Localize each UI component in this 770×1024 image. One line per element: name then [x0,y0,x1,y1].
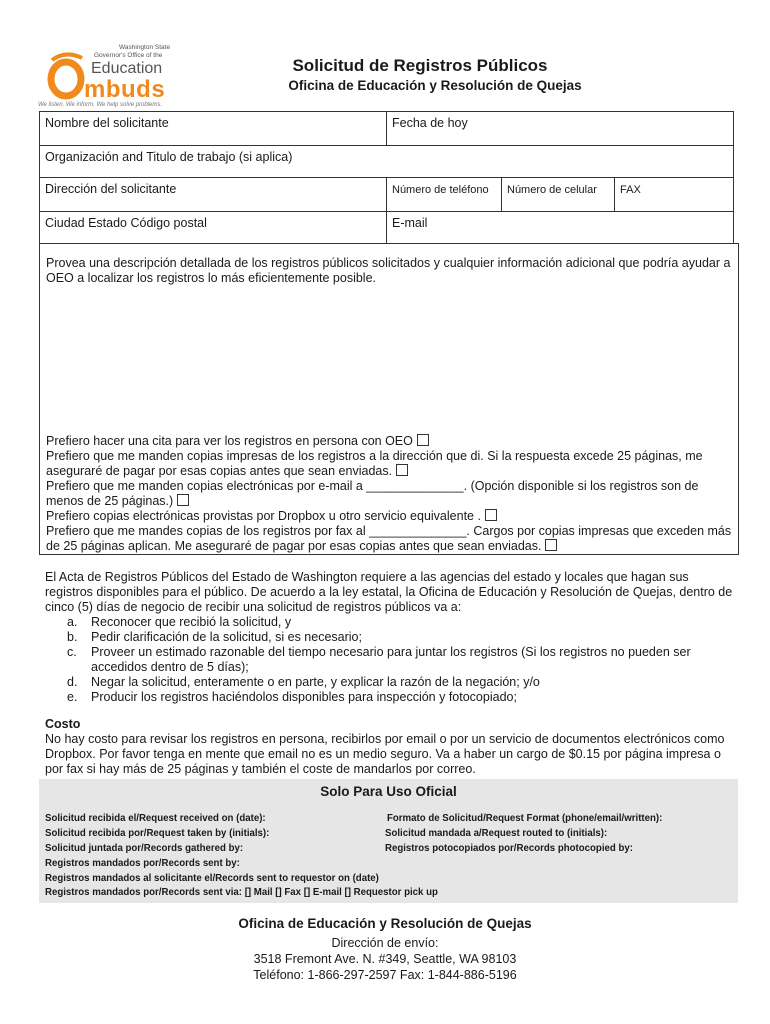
list-item [45,630,735,645]
city-state-zip-field[interactable] [39,211,387,244]
date-field[interactable] [386,111,734,146]
preference-printed-text: Prefiero que me manden copias impresas de los registros a la dirección que di. Si la respuesta excede 25 páginas, me aseguraré de pagar por esas copias antes que sean enviadas. [46,449,703,478]
records-photocopied-by: Registros potocopiados por/Records photocopied by: [385,842,633,854]
email-copies-checkbox[interactable] [177,494,189,506]
request-routed-to: Solicitud mandada a/Request routed to (initials): [385,827,608,839]
list-letter: e. [67,690,78,704]
logo-line-1: Washington State [119,44,171,51]
logo-line-2: Governor's Office of the [94,52,163,59]
date-label: Fecha de hoy [392,116,468,130]
cost-heading: Costo [45,717,81,731]
preference-email-text: Prefiero que me manden copias electrónicas por e-mail a ______________. (Opción disponible si los registros son de menos de 25 páginas.) [46,479,699,508]
city-state-zip-label: Ciudad Estado Código postal [45,216,207,230]
preference-printed-copies [46,449,736,479]
email-label: E-mail [392,216,428,230]
email-field[interactable] [386,211,734,244]
list-letter: c. [67,645,77,659]
list-text: Producir los registros haciéndolos disponibles para inspección y fotocopiado; [91,690,517,704]
dropbox-checkbox[interactable] [485,509,497,521]
preference-fax-text: Prefiero que me mandes copias de los registros por fax al ______________. Cargos por copias impresas que exceden más de 25 páginas aplican. Me aseguraré de pagar por esas copias antes que sean enviadas. [46,524,732,553]
preference-dropbox [46,509,736,524]
preference-dropbox-text: Prefiero copias electrónicas provistas por Dropbox u otro servicio equivalente . [46,509,481,523]
phone-label: Número de teléfono [392,184,489,196]
preference-in-person-text: Prefiero hacer una cita para ver los registros en persona con OEO [46,434,413,448]
preference-fax [46,524,736,554]
request-format: Formato de Solicitud/Request Format (phone/email/written): [387,812,663,824]
page-subtitle: Oficina de Educación y Resolución de Quejas [288,78,582,93]
preference-email-copies [46,479,736,509]
list-letter: b. [67,630,78,644]
requester-name-field[interactable] [39,111,387,146]
list-item [45,675,735,690]
cell-phone-field[interactable] [501,177,615,212]
fax-field[interactable] [614,177,734,212]
cell-phone-label: Número de celular [507,184,597,196]
footer-phone-fax: Teléfono: 1-866-297-2597 Fax: 1-844-886-5196 [253,968,517,982]
list-text: Negar la solicitud, enteramente o en parte, y explicar la razón de la negación; y/o [91,675,540,689]
list-letter: d. [67,675,78,689]
footer-shipping-label: Dirección de envío: [331,936,439,950]
list-text: Pedir clarificación de la solicitud, si es necesario; [91,630,362,644]
ombuds-logo [36,40,176,112]
public-records-act-section [45,570,735,705]
list-item [45,690,735,705]
official-use-heading: Solo Para Uso Oficial [320,784,457,799]
act-intro: El Acta de Registros Públicos del Estado de Washington requiere a las agencias del estado y locales que hagan sus registros disponibles para el público. De acuerdo a la ley estatal, la Oficina de Educación y Resolución de Quejas, dentro de cinco (5) días de negocio de recibir una solicitud de registros públicos va a: [45,570,733,614]
logo-ombuds-word: mbuds [84,76,166,103]
official-use-box [39,779,738,903]
page-title: Solicitud de Registros Públicos [292,56,548,75]
organization-field[interactable] [39,145,734,178]
records-sent-date: Registros mandados al solicitante el/Records sent to requestor on (date) [45,872,379,884]
list-letter: a. [67,615,78,629]
records-description-box[interactable] [39,243,739,555]
footer-address: 3518 Fremont Ave. N. #349, Seattle, WA 98103 [253,952,517,966]
logo-tagline: We listen. We inform. We help solve problems. [38,102,163,108]
list-item [45,645,735,675]
preference-in-person [46,434,736,449]
footer-office-name: Oficina de Educación y Resolución de Quejas [238,916,532,931]
requester-name-label: Nombre del solicitante [45,116,169,130]
address-label: Dirección del solicitante [45,182,177,196]
request-taken-by: Solicitud recibida por/Request taken by (initials): [45,827,270,839]
list-text: Reconocer que recibió la solicitud, y [91,615,292,629]
address-field[interactable] [39,177,387,212]
cost-section [45,717,735,777]
fax-copies-checkbox[interactable] [545,539,557,551]
cost-text: No hay costo para revisar los registros en persona, recibirlos por email o por un servicio de documentos electrónicos como Dropbox. Por favor tenga en mente que email no es un medio seguro. Va a haber un cargo de $0.15 por página impresa o por fax si hay más de 25 páginas y también el coste de mandarlos por correo. [45,732,725,776]
description-prompt: Provea una descripción detallada de los registros públicos solicitados y cualquier información adicional que podría ayudar a OEO a localizar los registros lo más eficientemente posible. [46,256,731,285]
records-sent-via: Registros mandados por/Records sent via: [] Mail [] Fax [] E-mail [] Requestor pick up [45,886,438,898]
phone-field[interactable] [386,177,502,212]
logo-education-word: Education [91,60,163,77]
request-received-date: Solicitud recibida el/Request received on (date): [45,812,266,824]
in-person-checkbox[interactable] [417,434,429,446]
list-text: Proveer un estimado razonable del tiempo necesario para juntar los registros (Si los registros no pueden ser accedidos dentro de 5 días); [91,645,691,674]
fax-label: FAX [620,184,641,196]
list-item [45,615,735,630]
records-gathered-by: Solicitud juntada por/Records gathered by: [45,842,244,854]
act-obligations-list [45,615,735,705]
delivery-preferences [46,434,736,554]
records-sent-by: Registros mandados por/Records sent by: [45,857,240,869]
printed-copies-checkbox[interactable] [396,464,408,476]
organization-label: Organización and Titulo de trabajo (si aplica) [45,150,293,164]
